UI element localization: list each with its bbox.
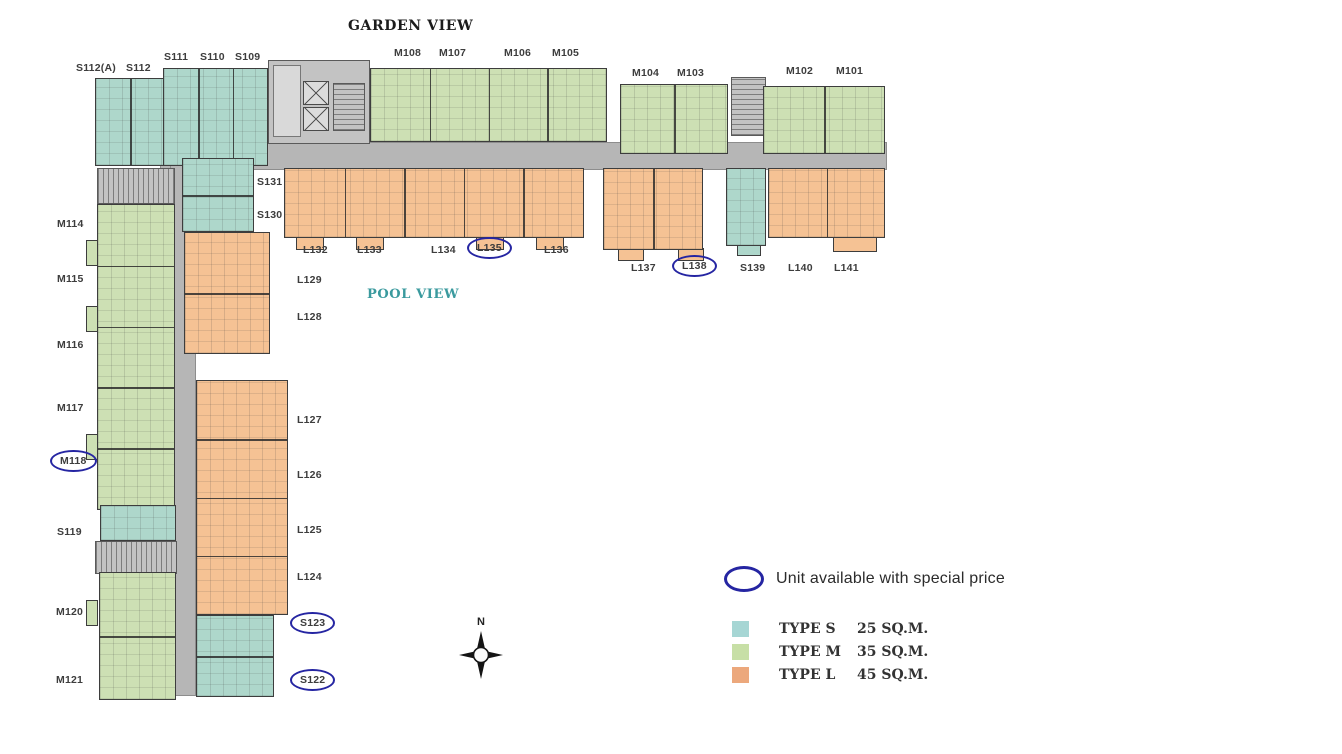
unit-label-s110: S110: [200, 51, 225, 63]
unit-label-s111: S111: [164, 51, 189, 63]
unit-label-m104: M104: [632, 67, 660, 79]
unit-label-m120: M120: [56, 606, 84, 618]
unit-block-l129-l128: [184, 232, 270, 354]
legend-row-type-m: [732, 643, 928, 660]
type-l-area: 45 SQ.M.: [857, 666, 929, 683]
compass-north-label: N: [477, 616, 485, 628]
elevator-icon: [303, 81, 329, 105]
unit-label-m116: M116: [57, 339, 84, 351]
unit-block-l140-l141: [768, 168, 885, 238]
unit-label-s112a: S112(A): [76, 62, 116, 74]
special-price-ellipse-icon: [724, 566, 764, 592]
type-m-area: 35 SQ.M.: [857, 643, 929, 660]
type-s-name: TYPE S: [779, 620, 836, 637]
type-l-name: TYPE L: [779, 666, 836, 683]
type-m-name: TYPE M: [779, 643, 841, 660]
unit-label-m106: M106: [504, 47, 532, 59]
unit-label-l136: L136: [544, 244, 569, 256]
unit-label-l134: L134: [431, 244, 456, 256]
unit-label-l141: L141: [834, 262, 859, 274]
unit-block-s119: [100, 505, 176, 541]
unit-block-m114-m118: [97, 204, 175, 510]
garden-view-label: GARDEN VIEW: [348, 18, 474, 34]
unit-label-m121: M121: [56, 674, 84, 686]
elevator-stair-core: [268, 60, 370, 144]
type-m-swatch: [732, 644, 749, 660]
unit-label-m108: M108: [394, 47, 422, 59]
unit-label-m117: M117: [57, 402, 84, 414]
unit-block-s131-s130: [182, 158, 254, 232]
core-lobby: [273, 65, 301, 137]
legend-special-price: [724, 566, 1005, 592]
unit-label-l126: L126: [297, 469, 322, 481]
unit-label-l124: L124: [297, 571, 322, 583]
staircase-core-left-top: [97, 168, 175, 204]
unit-label-m102: M102: [786, 65, 814, 77]
pod: [833, 236, 877, 252]
unit-block-s123-s122: [196, 615, 274, 697]
pod: [86, 600, 98, 626]
unit-label-s123-special: S123: [290, 612, 335, 634]
unit-label-s130: S130: [257, 209, 283, 221]
unit-label-l127: L127: [297, 414, 322, 426]
unit-label-s109: S109: [235, 51, 261, 63]
unit-block-s112a-s112: [95, 78, 165, 166]
special-price-label: Unit available with special price: [776, 570, 1005, 587]
unit-block-l127-l124: [196, 380, 288, 615]
unit-label-m115: M115: [57, 273, 84, 285]
unit-block-m108-m105: [370, 68, 607, 142]
unit-label-l132: L132: [303, 244, 328, 256]
unit-label-m103: M103: [677, 67, 705, 79]
unit-label-l125: L125: [297, 524, 322, 536]
unit-label-m107: M107: [439, 47, 467, 59]
unit-label-m114: M114: [57, 218, 84, 230]
unit-label-s131: S131: [257, 176, 283, 188]
elevator-icon: [303, 107, 329, 131]
pool-view-label: POOL VIEW: [367, 287, 460, 302]
unit-block-m102-m101: [763, 86, 885, 154]
legend-row-type-s: [732, 620, 928, 637]
staircase-core-right: [731, 77, 766, 136]
legend-row-type-l: [732, 666, 928, 683]
unit-label-m105: M105: [552, 47, 580, 59]
unit-block-s139: [726, 168, 766, 246]
unit-label-l135-special: L135: [467, 237, 512, 259]
compass: [456, 616, 506, 681]
unit-label-l138-special: L138: [672, 255, 717, 277]
unit-label-l137: L137: [631, 262, 656, 274]
unit-label-l133: L133: [357, 244, 382, 256]
staircase-icon: [333, 83, 365, 131]
unit-label-s122-special: S122: [290, 669, 335, 691]
unit-block-m120-m121: [99, 572, 176, 700]
unit-label-s139: S139: [740, 262, 766, 274]
unit-label-l128: L128: [297, 311, 322, 323]
unit-label-s119: S119: [57, 526, 82, 538]
unit-block-l137-l138: [603, 168, 703, 250]
unit-label-l140: L140: [788, 262, 813, 274]
unit-label-s112: S112: [126, 62, 151, 74]
unit-label-m101: M101: [836, 65, 864, 77]
unit-block-m104-m103: [620, 84, 728, 154]
unit-block-s111-s109: [163, 68, 268, 166]
unit-label-m118-special: M118: [50, 450, 97, 472]
type-s-swatch: [732, 621, 749, 637]
type-s-area: 25 SQ.M.: [857, 620, 929, 637]
unit-block-l132-l136: [284, 168, 584, 238]
staircase-core-left-mid: [95, 541, 177, 574]
type-l-swatch: [732, 667, 749, 683]
compass-rose-icon: [457, 629, 505, 681]
unit-label-l129: L129: [297, 274, 322, 286]
legend-unit-types: [732, 620, 928, 683]
